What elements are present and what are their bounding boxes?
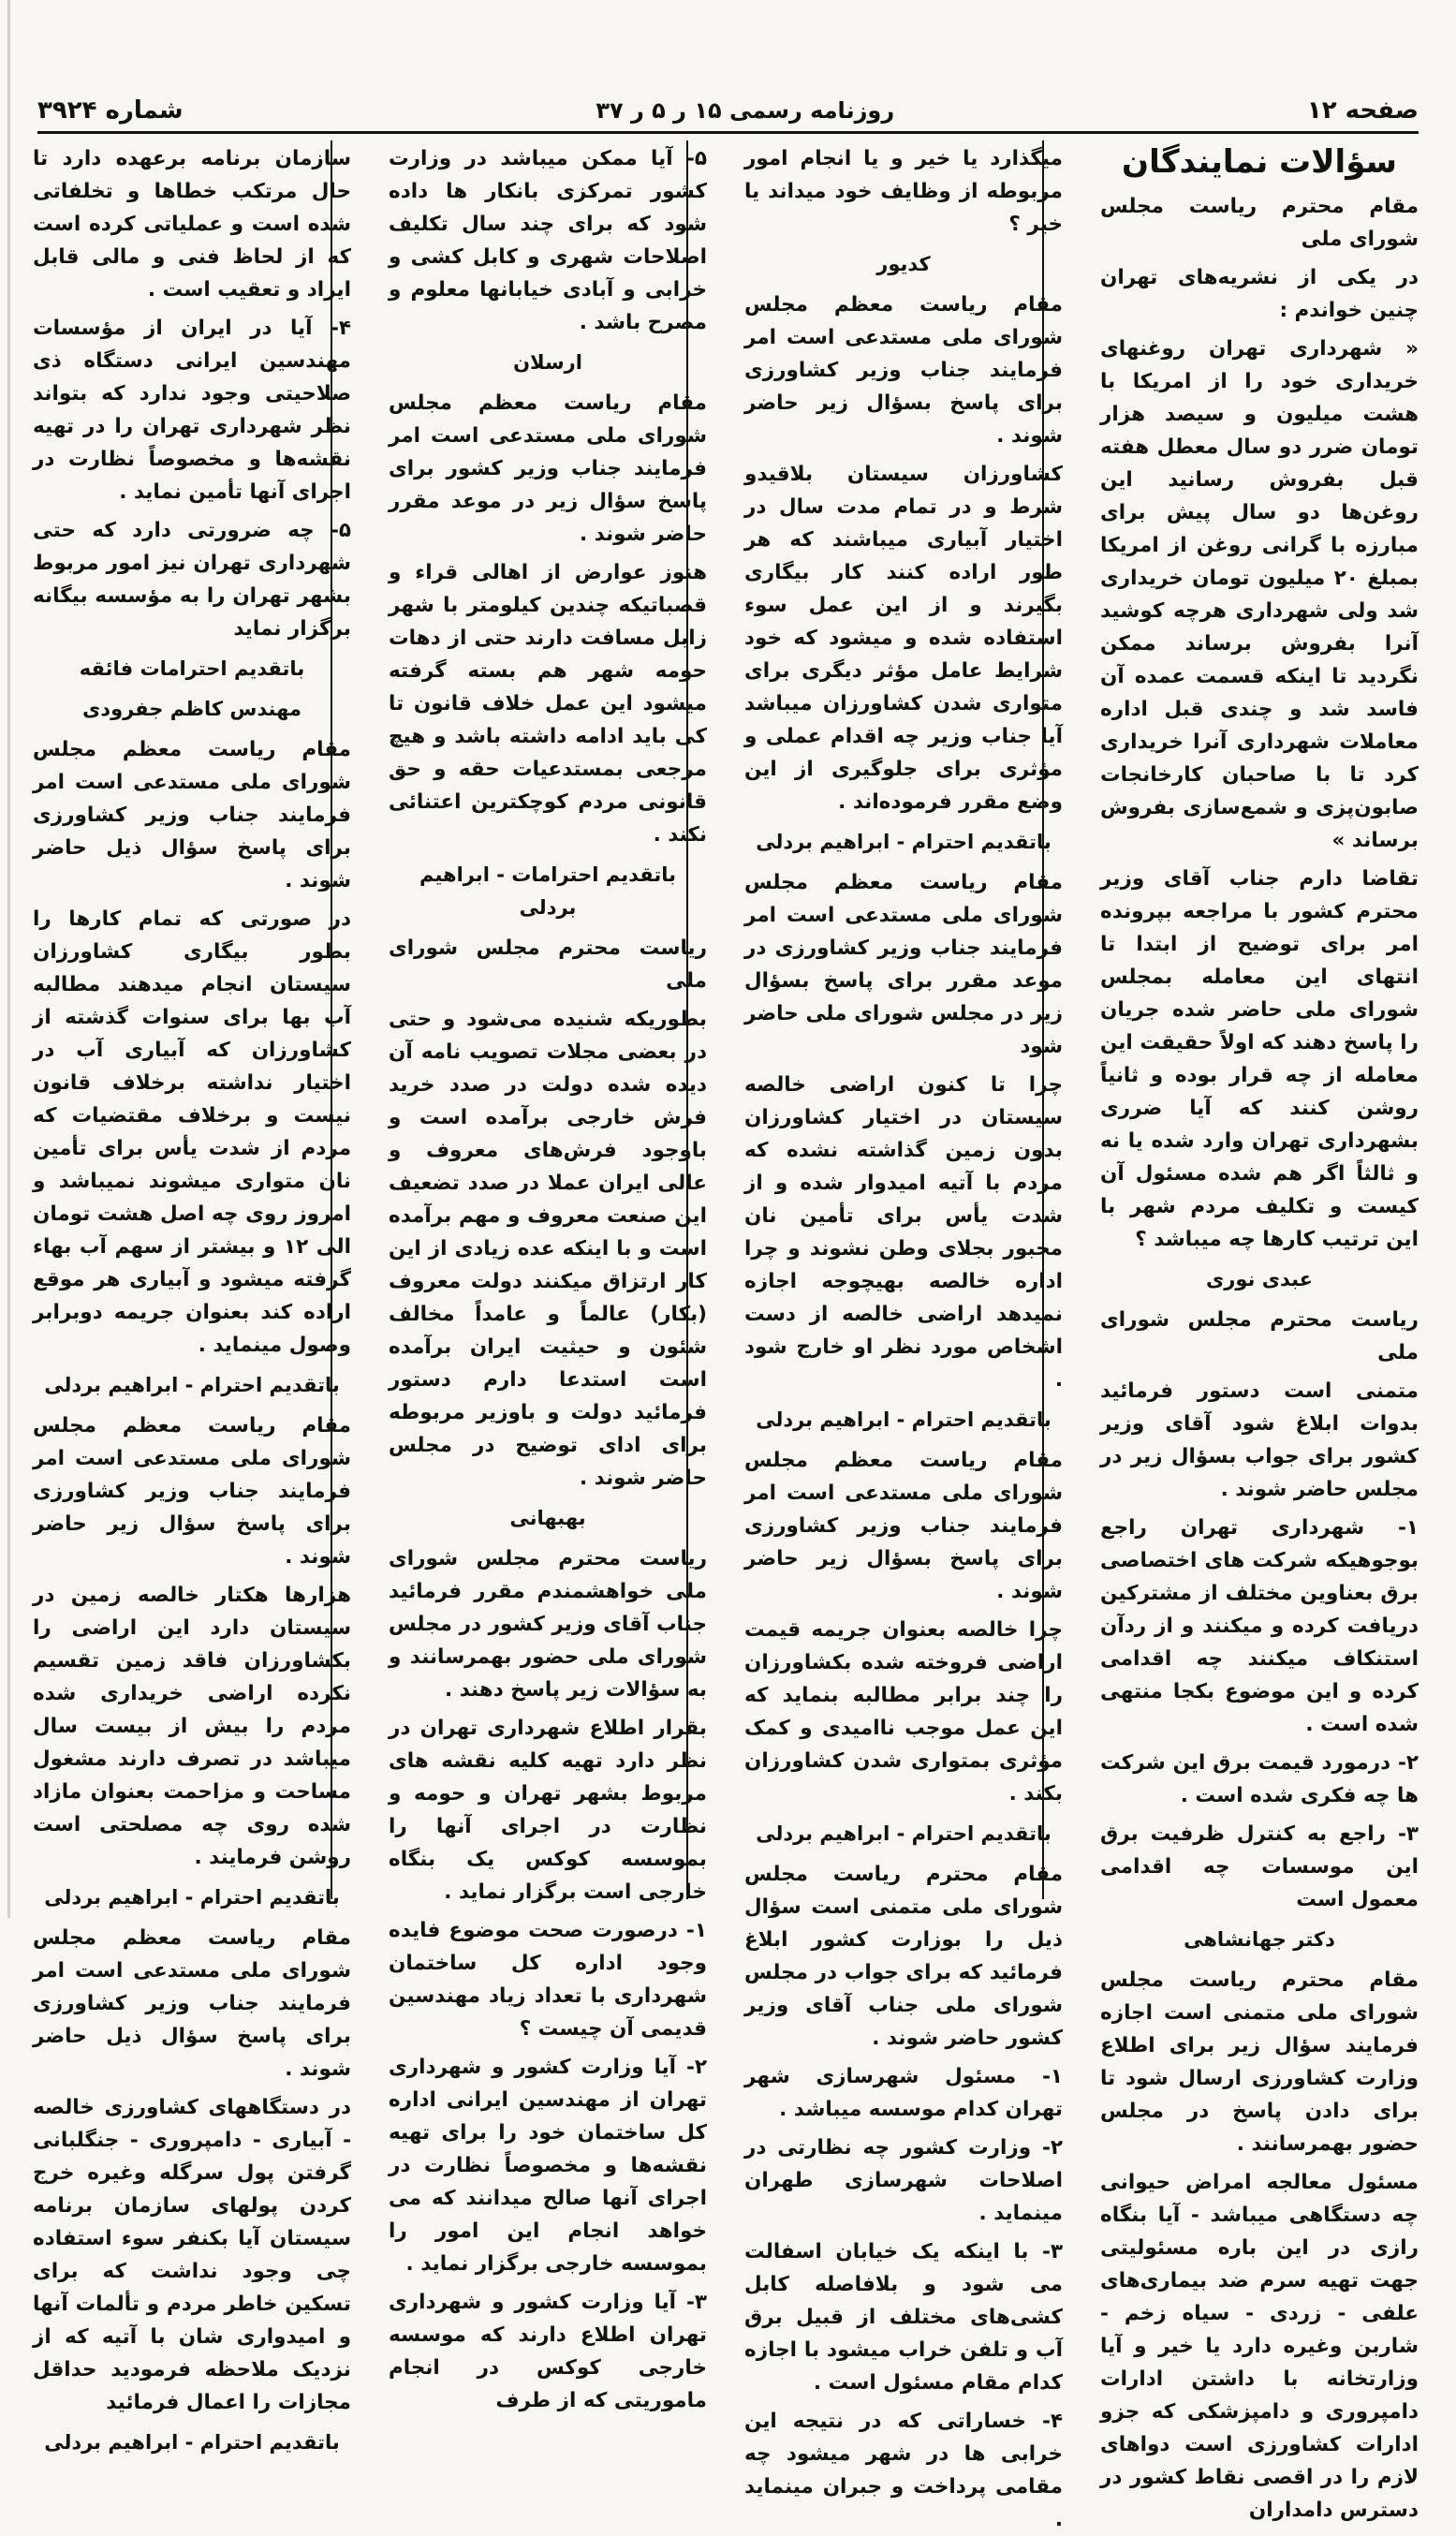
- column-2: [744, 142, 1063, 2531]
- paragraph: چرا خالصه بعنوان جریمه قیمت اراضی فروخته شده بکشاورزان را چند برابر مطالبه بنماید که این عمل موجب ناامیدی و کمک مؤثری بمتواری شدن کشاورزان بکند .: [744, 1618, 1063, 1806]
- paragraph: هنوز عوارض از اهالی قراء و قصباتیکه چندین کیلومتر با شهر زابل مسافت دارند حتی از دهات حومه شهر هم بسته گرفته میشود این عمل خلاف قانون تا کی باید ادامه داشته باشد و هیچ مرجعی بمستدعیات حقه و حق قانونی مردم کوچکترین اعتنائی نکند .: [389, 561, 707, 847]
- paragraph: مقام ریاست معظم مجلس شورای ملی مستدعی است امر فرمایند جناب وزیر کشاورزی برای پاسخ سؤال ذیل حاضر شوند .: [33, 738, 351, 892]
- paragraph: مقام ریاست معظم مجلس شورای ملی مستدعی است امر فرمایند جناب وزیر کشاورزی در موعد مقرر برای پاسخ بسؤال زیر در مجلس شورای ملی حاضر شود: [744, 871, 1063, 1058]
- signature: بهبهانی: [509, 1507, 586, 1529]
- paragraph: ۴- آیا در ایران از مؤسسات مهندسین ایرانی دستگاه ذی صلاحیتی وجود ندارد که بتواند نظر شهرداری تهران را در تهیه نقشه‌ها و مخصوصاً نظارت در اجرای آنها تأمین نماید .: [33, 317, 351, 504]
- column-1: [1100, 142, 1419, 2522]
- paragraph: ۵- آیا ممکن میباشد در وزارت کشور تمرکزی بانکار ها داده شود که برای چند سال تکلیف اصلاحات شهری و کابل کشی و خرابی و آبادی خیابانها معلوم و مصرح باشد .: [389, 147, 707, 334]
- scan-edge: [7, 0, 10, 1918]
- issue-number: شماره ۳۹۲۴: [37, 96, 184, 125]
- header-rule: [37, 131, 1419, 134]
- signature: دکتر جهانشاهی: [1184, 1928, 1335, 1951]
- paragraph: در یکی از نشریه‌های تهران چنین خواندم :: [1100, 266, 1419, 322]
- paragraph: مقام ریاست معظم مجلس شورای ملی مستدعی است امر فرمایند جناب وزیر کشاورزی برای پاسخ بسؤال زیر حاضر شوند .: [744, 1449, 1063, 1603]
- signature: عبدی نوری: [1206, 1268, 1313, 1290]
- paragraph: تقاضا دارم جناب آقای وزیر محترم کشور با مراجعه بپرونده امر برای توضیح از ابتدا تا انتهای این معامله بمجلس شورای ملی حاضر شده جریان را پاسخ دهند که اولاً حقیقت این معامله از چه قرار بوده و ثانیاً روشن کنند که آیا ضرری بشهرداری تهران وارد شده یا نه و ثالثاً اگر هم شده مسئول آن کیست و تکلیف مردم شهر با این ترتیب کارها چه میباشد ؟: [1100, 867, 1419, 1251]
- paragraph: مقام محترم ریاست مجلس شورای ملی متمنی است اجازه فرمایند سؤال زیر برای اطلاع وزارت کشاورزی ارسال شود تا برای دادن پاسخ در مجلس حضور بهمرسانند .: [1100, 1968, 1419, 2156]
- column-3: [389, 142, 707, 2412]
- paragraph: مقام محترم ریاست مجلس شورای ملی: [1100, 195, 1419, 251]
- paragraph: مسئول معالجه امراض حیوانی چه دستگاهی میباشد - آیا بنگاه رازی در این باره مسئولیتی جهت تهیه سرم ضد بیماری‌های علفی - زردی - سیاه زخم - شاربن وغیره دارد یا خیر و آیا وزارتخانه با داشتن ادارات دامپروری و دامپزشکی که جزو ادارات کشاورزی است دواهای لازم را در اقصی نقاط کشور در دسترس دامداران: [1100, 2171, 1419, 2522]
- paragraph: بقرار اطلاع شهرداری تهران در نظر دارد تهیه کلیه نقشه های مربوط بشهر تهران و حومه و نظارت در اجرای آنها را بموسسه کوکس یک بنگاه خارجی است برگزار نماید .: [389, 1717, 707, 1904]
- signature: ارسلان: [513, 351, 582, 374]
- signature: باتقدیم احترامات - ابراهیم بردلی: [419, 863, 676, 919]
- paragraph: کشاورزان سیستان بلاقیدو شرط و در تمام مدت سال در اختیار آبیاری میباشند که هر طور اراده کنند کار بیگاری بگیرند و از این عمل سوء استفاده شده و میشود که خود شرایط عامل مؤثر دیگری برای متواری شدن کشاورزان میباشد آیا جناب وزیر چه اقدام عملی و مؤثری برای جلوگیری از این وضع مقرر فرموده‌اند .: [744, 463, 1063, 814]
- paragraph: ۱- مسئول شهرسازی شهر تهران کدام موسسه میباشد .: [744, 2065, 1063, 2121]
- paragraph: ریاست محترم مجلس شورای ملی: [1100, 1308, 1419, 1364]
- paragraph: بطوریکه شنیده می‌شود و حتی در بعضی مجلات تصویب نامه آن دیده شده دولت در صدد خرید فرش خارجی برآمده است و باوجود فرش‌های معروف و عالی ایران عملا در صدد تضعیف این صنعت معروف و مهم برآمده است و با اینکه عده زیادی از این کار ارتزاق میکنند دولت معروف (بکار) عالماً و عامداً مخالف شئون و حیثیت ایران برآمده است استدعا دارم دستور فرمائید دولت و باوزیر مربوطه برای ادای توضیح در مجلس حاضر شوند .: [389, 1008, 707, 1490]
- paragraph: مقام ریاست معظم مجلس شورای ملی مستدعی است امر فرمایند جناب وزیر کشاورزی برای پاسخ سؤال زیر حاضر شوند .: [33, 1414, 351, 1569]
- paragraph: چرا تا کنون اراضی خالصه سیستان در اختیار کشاورزان بدون زمین گذاشته نشده که مردم با آتیه امیدوار شده و از شدت یأس برای تأمین نان مجبور بجلای وطن نشوند و چرا اداره خالصه بهیچوجه اجازه نمیدهد اراضی خالصه از دست اشخاص مورد نظر او خارج شود .: [744, 1073, 1063, 1392]
- signature: باتقدیم احترام - ابراهیم بردلی: [44, 1374, 340, 1396]
- paragraph: میگذارد یا خیر و یا انجام امور مربوطه از وظایف خود میداند یا خیر ؟: [744, 147, 1063, 236]
- paragraph: مقام ریاست معظم مجلس شورای ملی مستدعی است امر فرمایند جناب وزیر کشاورزی برای پاسخ سؤال ذیل حاضر شوند .: [33, 1926, 351, 2081]
- paragraph: در دستگاههای کشاورزی خالصه - آبیاری - دامپروری - جنگلبانی گرفتن پول سرگله وغیره خرج کردن پولهای سازمان برنامه سیستان آیا بکنفر سوء استفاده چی وجود نداشت که برای تسکین خاطر مردم و تألمات آنها و امیدواری شان با آتیه که از نزدیک ملاحظه فرمودید حداقل مجازات را اعمال فرمائید: [33, 2096, 351, 2414]
- paragraph: ریاست محترم مجلس شورای ملی خواهشمندم مقرر فرمائید جناب آقای وزیر کشور در مجلس شورای ملی حضور بهمرسانند و به سؤالات زیر پاسخ دهند .: [389, 1547, 707, 1702]
- signature: کدیور: [876, 253, 931, 275]
- paragraph: ۴- خساراتی که در نتیجه این خرابی ها در شهر میشود چه مقامی پرداخت و جبران مینماید .: [744, 2410, 1063, 2531]
- paragraph: ۲- آیا وزارت کشور و شهرداری تهران از مهندسین ایرانی اداره کل ساختمان خود را برای تهیه نقشه‌ها و مخصوصاً نظارت در اجرای آنها صالح میدانند که می خواهد انجام این امور را بموسسه خارجی برگزار نماید .: [389, 2056, 707, 2276]
- signature: باتقدیم احترامات فائقه: [79, 657, 305, 680]
- signature: باتقدیم احترام - ابراهیم بردلی: [756, 1822, 1052, 1845]
- paragraph: ۲- وزارت کشور چه نظارتی در اصلاحات شهرسازی طهران مینماید .: [744, 2136, 1063, 2225]
- signature: باتقدیم احترام - ابراهیم بردلی: [756, 831, 1052, 853]
- paragraph: ۱- شهرداری تهران راجع بوجوهیکه شرکت های اختصاصی برق بعناوین مختلف از مشترکین دریافت کرده و میکنند و از ردآن استنکاف میکنند چه اقدامی کرده و این موضوع بکجا منتهی شده است .: [1100, 1516, 1419, 1736]
- paragraph: ریاست محترم مجلس شورای ملی: [389, 936, 707, 993]
- paragraph: مقام محترم ریاست مجلس شورای ملی متمنی است سؤال ذیل را بوزارت کشور ابلاغ فرمائید که برای جواب در مجلس شورای ملی جناب آقای وزیر کشور حاضر شوند .: [744, 1863, 1063, 2050]
- signature: باتقدیم احترام - ابراهیم بردلی: [44, 2431, 340, 2454]
- paragraph: متمنی است دستور فرمائید بدوات ابلاغ شود آقای وزیر کشور برای جواب بسؤال زیر در مجلس حاضر شوند .: [1100, 1379, 1419, 1501]
- signature: باتقدیم احترام - ابراهیم بردلی: [756, 1408, 1052, 1431]
- paragraph: ۱- درصورت صحت موضوع فایده وجود اداره کل ساختمان شهرداری با تعداد زیاد مهندسین قدیمی آن چیست ؟: [389, 1919, 707, 2041]
- paragraph: ۳- راجع به کنترل ظرفیت برق این موسسات چه اقدامی معمول است: [1100, 1822, 1419, 1911]
- section-heading: سؤالات نمایندگان: [1122, 143, 1397, 181]
- signature: مهندس کاظم جفرودی: [82, 698, 301, 720]
- paragraph: مقام ریاست معظم مجلس شورای ملی مستدعی است امر فرمایند جناب وزیر کشور برای پاسخ سؤال زیر در موعد مقرر حاضر شوند .: [389, 391, 707, 546]
- paragraph: « شهرداری تهران روغنهای خریداری خود را از امریکا با هشت میلیون و سیصد هزار تومان ضرر دو سال معطل هفته قبل بفروش رسانید این روغن‌ها دو سال پیش برای مبارزه با گرانی روغن از امریکا بمبلغ ۲۰ میلیون تومان خریداری شد ولی شهرداری هرچه کوشید آنرا بفروش برساند ممکن نگردید تا اینکه قسمت عمده آن فاسد شد و چندی قبل اداره معاملات شهرداری آنرا خریداری کرد تا با صاحبان کارخانجات صابون‌پزی و شمع‌سازی بفروش برساند »: [1100, 337, 1419, 852]
- paragraph: ۳- آیا وزارت کشور و شهرداری تهران اطلاع دارند که موسسه خارجی کوکس در انجام ماموریتی که از طرف: [389, 2291, 707, 2412]
- paragraph: در صورتی که تمام کارها را بطور بیگاری کشاورزان سیستان انجام میدهند مطالبه آب بها برای سنوات گذشته از کشاورزان که آبیاری آب در اختیار نداشته برخلاف قانون نیست و برخلاف مقتضیات که مردم از شدت یأس برای تأمین نان متواری میشوند نمیباشد و امروز روی چه اصل هشت تومان الی ۱۲ و بیشتر از سهم آب بهاء گرفته میشود و آبیاری هر موقع اراده کند بعنوان جریمه دوبرابر وصول مینماید .: [33, 907, 351, 1357]
- signature: باتقدیم احترام - ابراهیم بردلی: [44, 1886, 340, 1909]
- paragraph: ۳- با اینکه یک خیابان اسفالت می شود و بلافاصله کابل کشی‌های مختلف از قبیل برق آب و تلفن خراب میشود با اجازه کدام مقام مسئول است .: [744, 2240, 1063, 2395]
- paragraph: سازمان برنامه برعهده دارد تا حال مرتکب خطاها و تخلفاتی شده است و عملیاتی کرده است که از لحاظ فنی و مالی قابل ایراد و تعقیب است .: [33, 147, 351, 302]
- paragraph: ۵- چه ضرورتی دارد که حتی شهرداری تهران نیز امور مربوط بشهر تهران را به مؤسسه بیگانه برگزار نماید: [33, 519, 351, 641]
- paragraph: مقام ریاست معظم مجلس شورای ملی مستدعی است امر فرمایند جناب وزیر کشاورزی برای پاسخ بسؤال زیر حاضر شوند .: [744, 293, 1063, 448]
- newspaper-title-date: روزنامه رسمی ۱۵ ر ۵ ر ۳۷: [596, 97, 895, 124]
- paragraph: ۲- درمورد قیمت برق این شرکت ها چه فکری شده است .: [1100, 1751, 1419, 1807]
- page-header: [37, 92, 1419, 129]
- paragraph: هزارها هکتار خالصه زمین در سیستان دارد این اراضی را بکشاورزان فاقد زمین تقسیم نکرده اراضی خریداری شده مردم را بیش از بیست سال میباشد در تصرف دارند مشغول مساحت و مزاحمت بعنوان مازاد شده روی چه مصلحتی است روشن فرمایند .: [33, 1584, 351, 1869]
- page-number: صفحه ۱۲: [1306, 96, 1419, 125]
- column-4: [33, 142, 351, 2454]
